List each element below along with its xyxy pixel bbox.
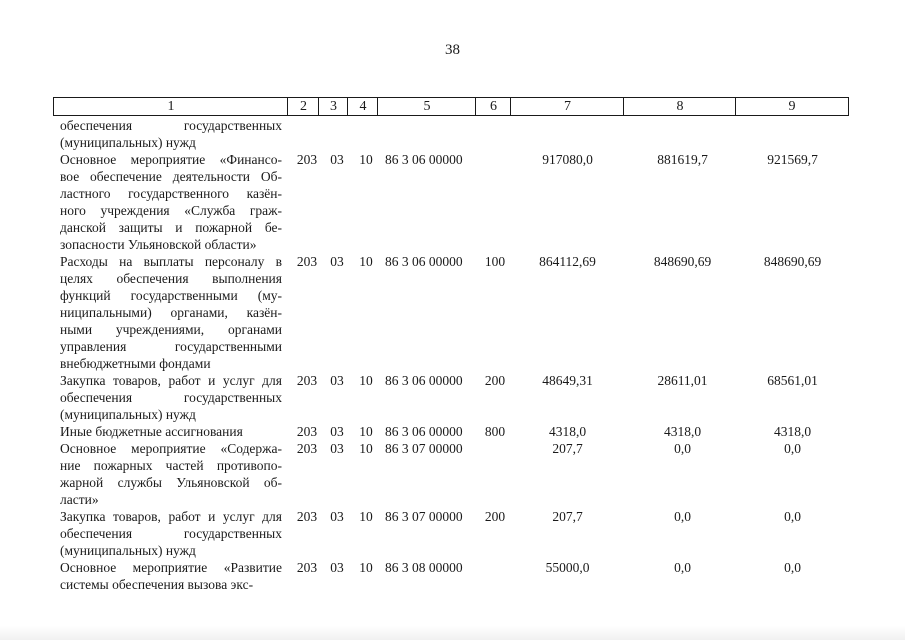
description-line: (муниципальных) нужд	[60, 407, 196, 422]
cell-c2: 203	[296, 373, 318, 388]
description-line: Основное мероприятие «Содержа-	[60, 441, 282, 456]
header-col-6: 6	[475, 97, 511, 116]
description-line: ласти»	[60, 492, 99, 507]
cell-c5: 86 3 06 00000	[385, 254, 463, 269]
header-col-8: 8	[623, 97, 736, 116]
cell-c3: 03	[330, 441, 344, 456]
cell-c6: 200	[484, 373, 506, 388]
description-line: обеспечения государственных	[60, 390, 282, 405]
description-line: Основное мероприятие «Развитие	[60, 560, 282, 575]
cell-c4: 10	[359, 509, 373, 524]
cell-c3: 03	[330, 560, 344, 575]
header-col-2: 2	[287, 97, 319, 116]
row-description	[60, 151, 282, 253]
cell-c7: 917080,0	[542, 152, 593, 167]
description-line: ниципальными) органами, казён-	[60, 305, 282, 320]
cell-c4: 10	[359, 152, 373, 167]
description-line: Расходы на выплаты персоналу в	[60, 254, 282, 269]
cell-c5: 86 3 06 00000	[385, 373, 463, 388]
cell-c8: 0,0	[674, 560, 691, 575]
description-line: жарной службы Ульяновской об-	[60, 475, 282, 490]
cell-c2: 203	[296, 424, 318, 439]
description-line: данской защиты и пожарной бе-	[60, 220, 282, 235]
cell-c9: 4318,0	[773, 424, 812, 439]
header-col-1: 1	[53, 97, 288, 116]
cell-c9: 848690,69	[763, 254, 822, 269]
table-row	[0, 423, 905, 440]
cell-c8: 848690,69	[653, 254, 712, 269]
cell-c8: 881619,7	[657, 152, 708, 167]
row-description	[60, 508, 282, 559]
cell-c3: 03	[330, 254, 344, 269]
description-line: Иные бюджетные ассигнования	[60, 424, 243, 439]
cell-c7: 207,7	[552, 509, 583, 524]
cell-c7: 48649,31	[542, 373, 593, 388]
cell-c4: 10	[359, 254, 373, 269]
cell-c5: 86 3 06 00000	[385, 424, 463, 439]
row-description	[60, 117, 282, 151]
description-line: ного учреждения «Служба граж-	[60, 203, 282, 218]
description-line: ластного государственного казён-	[60, 186, 282, 201]
header-col-7: 7	[510, 97, 624, 116]
description-line: функций государственными (му-	[60, 288, 282, 303]
cell-c3: 03	[330, 373, 344, 388]
cell-c9: 0,0	[784, 509, 801, 524]
row-description	[60, 423, 282, 440]
table-body	[0, 117, 905, 593]
cell-c8: 0,0	[674, 509, 691, 524]
cell-c5: 86 3 06 00000	[385, 152, 463, 167]
description-line: целях обеспечения выполнения	[60, 271, 282, 286]
row-description	[60, 253, 282, 372]
description-line: Закупка товаров, работ и услуг для	[60, 373, 282, 388]
description-line: системы обеспечения вызова экс-	[60, 577, 254, 592]
cell-c3: 03	[330, 152, 344, 167]
page-number: 38	[445, 42, 460, 58]
description-line: зопасности Ульяновской области»	[60, 237, 257, 252]
cell-c4: 10	[359, 424, 373, 439]
cell-c2: 203	[296, 152, 318, 167]
cell-c9: 921569,7	[767, 152, 818, 167]
header-col-9: 9	[735, 97, 849, 116]
header-col-5: 5	[377, 97, 476, 116]
description-line: (муниципальных) нужд	[60, 543, 196, 558]
cell-c4: 10	[359, 560, 373, 575]
cell-c6: 800	[484, 424, 506, 439]
cell-c9: 0,0	[784, 560, 801, 575]
cell-c8: 0,0	[674, 441, 691, 456]
description-line: внебюджетными фондами	[60, 356, 211, 371]
row-description	[60, 372, 282, 423]
table-row	[0, 151, 905, 253]
cell-c2: 203	[296, 254, 318, 269]
table-row	[0, 559, 905, 593]
cell-c8: 4318,0	[663, 424, 702, 439]
cell-c3: 03	[330, 424, 344, 439]
cell-c2: 203	[296, 441, 318, 456]
row-description	[60, 559, 282, 593]
cell-c6: 200	[484, 509, 506, 524]
header-col-4: 4	[347, 97, 378, 116]
cell-c7: 4318,0	[548, 424, 587, 439]
cell-c9: 0,0	[784, 441, 801, 456]
cell-c5: 86 3 08 00000	[385, 560, 463, 575]
cell-c3: 03	[330, 509, 344, 524]
description-line: Основное мероприятие «Финансо-	[60, 152, 282, 167]
table-row	[0, 372, 905, 423]
table-row	[0, 508, 905, 559]
cell-c7: 55000,0	[545, 560, 590, 575]
cell-c7: 207,7	[552, 441, 583, 456]
row-description	[60, 440, 282, 508]
cell-c5: 86 3 07 00000	[385, 509, 463, 524]
cell-c5: 86 3 07 00000	[385, 441, 463, 456]
description-line: обеспечения государственных	[60, 118, 282, 133]
description-line: вое обеспечение деятельности Об-	[60, 169, 282, 184]
cell-c2: 203	[296, 509, 318, 524]
description-line: (муниципальных) нужд	[60, 135, 196, 150]
cell-c9: 68561,01	[767, 373, 818, 388]
description-line: управления государственными	[60, 339, 282, 354]
table-row	[0, 117, 905, 151]
header-col-3: 3	[318, 97, 348, 116]
description-line: ными учреждениями, органами	[60, 322, 282, 337]
description-line: ние пожарных частей противопо-	[60, 458, 282, 473]
description-line: Закупка товаров, работ и услуг для	[60, 509, 282, 524]
cell-c4: 10	[359, 373, 373, 388]
description-line: обеспечения государственных	[60, 526, 282, 541]
table-row	[0, 253, 905, 372]
cell-c8: 28611,01	[657, 373, 708, 388]
cell-c7: 864112,69	[539, 254, 596, 269]
scan-edge	[0, 626, 905, 640]
cell-c4: 10	[359, 441, 373, 456]
cell-c2: 203	[296, 560, 318, 575]
table-row	[0, 440, 905, 508]
cell-c6: 100	[484, 254, 506, 269]
